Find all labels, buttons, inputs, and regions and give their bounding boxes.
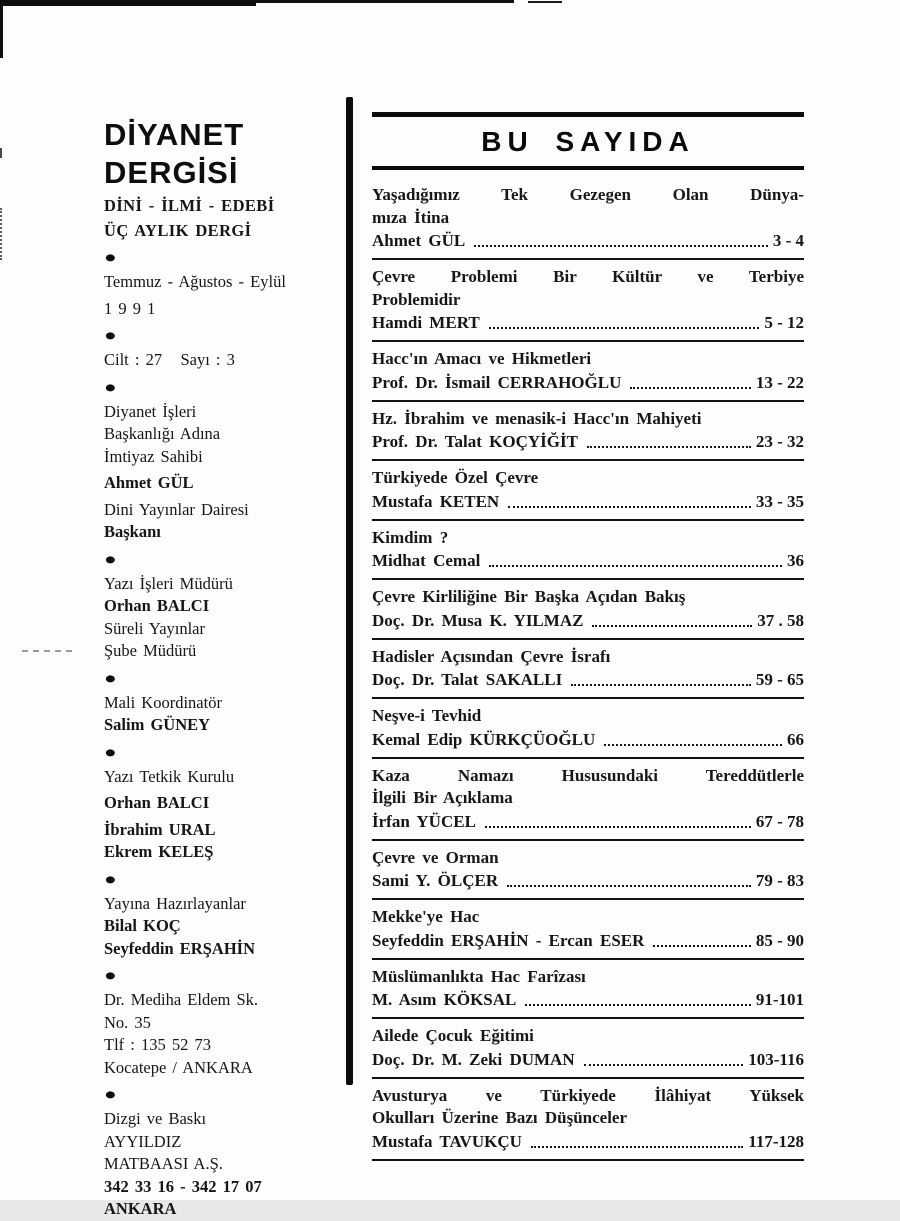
imprint-label: Başkanı — [104, 522, 161, 541]
article-author: İrfan YÜCEL — [372, 811, 476, 831]
scan-artifact — [22, 650, 72, 652]
imprint-label: Başkanlığı Adına — [104, 424, 221, 443]
scan-left-border — [0, 0, 3, 58]
printer-phone: 342 33 16 - 342 17 07 — [104, 1176, 262, 1196]
section-separator — [104, 963, 356, 987]
article-title: Hz. İbrahim ve menasik-i Hacc'ın Mahiyeti — [372, 408, 702, 428]
dot-leader — [571, 684, 751, 686]
page-numbers: 36 — [787, 551, 804, 570]
address-line: Kocatepe / ANKARA — [104, 1057, 253, 1077]
page-numbers: 37 . 58 — [757, 610, 804, 630]
magazine-subtitle-line: ÜÇ AYLIK DERGİ — [104, 221, 252, 240]
section-separator — [104, 740, 356, 764]
dot-leader — [485, 826, 751, 828]
bullet-icon: ● — [104, 325, 117, 345]
page-numbers: 33 - 35 — [755, 491, 804, 511]
dot-leader — [489, 327, 760, 329]
toc-entry — [372, 260, 804, 342]
dot-leader — [474, 245, 768, 247]
article-title: Müslümanlıkta Hac Farîzası — [372, 966, 586, 986]
section-separator — [104, 375, 356, 399]
table-of-contents — [372, 112, 804, 1161]
dot-leader — [525, 1004, 750, 1006]
page-title: BU SAYIDA — [481, 126, 695, 157]
toc-entry — [372, 402, 804, 462]
toc-entry — [372, 342, 804, 402]
printer-label: Dizgi ve Baskı — [104, 1109, 207, 1128]
toc-entry — [372, 640, 804, 700]
address-line: No. 35 — [104, 1012, 151, 1032]
staff-name: Orhan BALCI — [104, 793, 210, 812]
article-author: Hamdi MERT — [372, 313, 480, 332]
toc-entry — [372, 461, 804, 521]
page-numbers: 91-101 — [755, 990, 804, 1009]
staff-role: Şube Müdürü — [104, 641, 197, 660]
article-title: Problemidir — [372, 289, 461, 309]
bullet-icon: ● — [104, 742, 117, 761]
article-title: Çevre Problemi Bir Kültür ve Terbiye — [372, 267, 804, 286]
bullet-icon: ● — [104, 668, 117, 687]
toc-entry — [372, 699, 804, 759]
dot-leader — [508, 506, 751, 508]
page-numbers: 66 — [787, 729, 804, 749]
toc-entry — [372, 1079, 804, 1161]
toc-entry — [372, 841, 804, 901]
bullet-icon: ● — [104, 377, 117, 396]
dot-leader — [531, 1146, 743, 1148]
dot-leader — [584, 1064, 744, 1066]
article-author: Kemal Edip KÜRKÇÜOĞLU — [372, 729, 596, 749]
article-author: Doç. Dr. M. Zeki DUMAN — [372, 1049, 575, 1069]
article-author: Seyfeddin ERŞAHİN - Ercan ESER — [372, 930, 645, 950]
article-title: Türkiyede Özel Çevre — [372, 468, 539, 487]
section-separator — [104, 245, 356, 269]
scan-top-border-dash — [528, 1, 562, 3]
staff-role: Süreli Yayınlar — [104, 618, 205, 638]
staff-role: Yazı İşleri Müdürü — [104, 573, 233, 593]
article-author: Sami Y. ÖLÇER — [372, 871, 499, 890]
dot-leader — [592, 625, 752, 627]
page-numbers: 79 - 83 — [755, 871, 804, 890]
article-title: Okulları Üzerine Bazı Düşünceler — [372, 1108, 628, 1127]
staff-role: Mali Koordinatör — [104, 692, 222, 712]
staff-name: İbrahim URAL — [104, 819, 216, 839]
article-author: Mustafa TAVUKÇU — [372, 1131, 522, 1151]
staff-name: Orhan BALCI — [104, 596, 210, 615]
imprint-label: Diyanet İşleri — [104, 401, 197, 421]
staff-name: Seyfeddin ERŞAHİN — [104, 938, 255, 958]
dot-leader — [489, 565, 782, 567]
address-line: Dr. Mediha Eldem Sk. — [104, 990, 259, 1009]
dot-leader — [653, 945, 750, 947]
page-numbers: 13 - 22 — [755, 372, 804, 392]
printer-name: MATBAASI A.Ş. — [104, 1154, 223, 1173]
article-title: İlgili Bir Açıklama — [372, 788, 513, 807]
magazine-title-line: DİYANET — [104, 117, 245, 152]
printer-name: AYYILDIZ — [104, 1131, 182, 1151]
issue-year: 1 9 9 1 — [104, 298, 156, 318]
article-title: Neşve-i Tevhid — [372, 706, 482, 725]
page-numbers: 67 - 78 — [755, 811, 804, 831]
article-title: mıza İtina — [372, 207, 450, 227]
page-numbers: 3 - 4 — [772, 231, 804, 250]
magazine-title-line: DERGİSİ — [104, 155, 239, 190]
bullet-icon: ● — [104, 1084, 117, 1104]
staff-name: Bilal KOÇ — [104, 916, 181, 935]
article-author: Midhat Cemal — [372, 551, 481, 570]
article-author: Mustafa KETEN — [372, 491, 500, 511]
article-author: M. Asım KÖKSAL — [372, 990, 517, 1009]
magazine-subtitle-line: DİNİ - İLMİ - EDEBİ — [104, 196, 275, 215]
imprint-label: Dini Yayınlar Dairesi — [104, 499, 249, 519]
section-separator — [104, 547, 356, 571]
toc-entry — [372, 1019, 804, 1079]
staff-role: Yayına Hazırlayanlar — [104, 893, 246, 913]
toc-entry — [372, 521, 804, 581]
dot-leader — [604, 744, 782, 746]
article-title: Kaza Namazı Hususundaki Tereddütlerle — [372, 765, 804, 785]
page-numbers: 59 - 65 — [755, 670, 804, 689]
bullet-icon: ● — [104, 549, 117, 568]
article-title: Hacc'ın Amacı ve Hikmetleri — [372, 349, 592, 368]
dot-leader — [630, 387, 750, 389]
page-numbers: 85 - 90 — [755, 930, 804, 950]
article-title: Çevre ve Orman — [372, 847, 499, 867]
issue-period: Temmuz - Ağustos - Eylül — [104, 272, 286, 291]
toc-entry — [372, 170, 804, 260]
phone-line: Tlf : 135 52 73 — [104, 1035, 211, 1054]
bullet-icon: ● — [104, 869, 117, 888]
article-author: Doç. Dr. Musa K. YILMAZ — [372, 610, 584, 630]
printer-city: ANKARA — [104, 1199, 177, 1218]
scan-artifact — [0, 208, 2, 260]
section-separator — [104, 323, 356, 347]
bullet-icon: ● — [104, 247, 117, 267]
article-title: Ailede Çocuk Eğitimi — [372, 1026, 534, 1045]
article-author: Doç. Dr. Talat SAKALLI — [372, 670, 563, 689]
article-author: Ahmet GÜL — [372, 231, 466, 250]
toc-entry — [372, 759, 804, 841]
volume-issue: Cilt : 27 Sayı : 3 — [104, 350, 235, 369]
page-numbers: 23 - 32 — [755, 432, 804, 451]
section-separator — [104, 867, 356, 891]
dot-leader — [587, 446, 751, 448]
article-title: Avusturya ve Türkiyede İlâhiyat Yüksek — [372, 1085, 804, 1105]
toc-entry — [372, 580, 804, 640]
article-title: Hadisler Açısından Çevre İsrafı — [372, 646, 611, 666]
article-title: Yaşadığımız Tek Gezegen Olan Dünya- — [372, 185, 804, 204]
toc-entry — [372, 900, 804, 960]
article-author: Prof. Dr. Talat KOÇYİĞİT — [372, 432, 578, 451]
masthead — [104, 116, 356, 1221]
dot-leader — [507, 885, 751, 887]
article-author: Prof. Dr. İsmail CERRAHOĞLU — [372, 372, 622, 392]
article-title: Kimdim ? — [372, 527, 449, 547]
bullet-icon: ● — [104, 965, 117, 985]
page-numbers: 5 - 12 — [764, 313, 804, 332]
article-title: Mekke'ye Hac — [372, 907, 480, 926]
article-title: Çevre Kirliliğine Bir Başka Açıdan Bakış — [372, 587, 686, 606]
staff-role: Yazı Tetkik Kurulu — [104, 766, 235, 786]
scan-top-border-thick — [0, 0, 256, 6]
toc-entry — [372, 960, 804, 1020]
page-numbers: 103-116 — [748, 1049, 804, 1069]
imprint-name: Ahmet GÜL — [104, 473, 194, 492]
staff-name: Salim GÜNEY — [104, 715, 211, 734]
page-numbers: 117-128 — [748, 1131, 804, 1151]
staff-name: Ekrem KELEŞ — [104, 842, 214, 861]
section-separator — [104, 1082, 356, 1106]
section-separator — [104, 666, 356, 690]
imprint-label: İmtiyaz Sahibi — [104, 446, 203, 466]
scan-top-border-thin — [256, 0, 514, 3]
scan-artifact — [0, 148, 2, 158]
